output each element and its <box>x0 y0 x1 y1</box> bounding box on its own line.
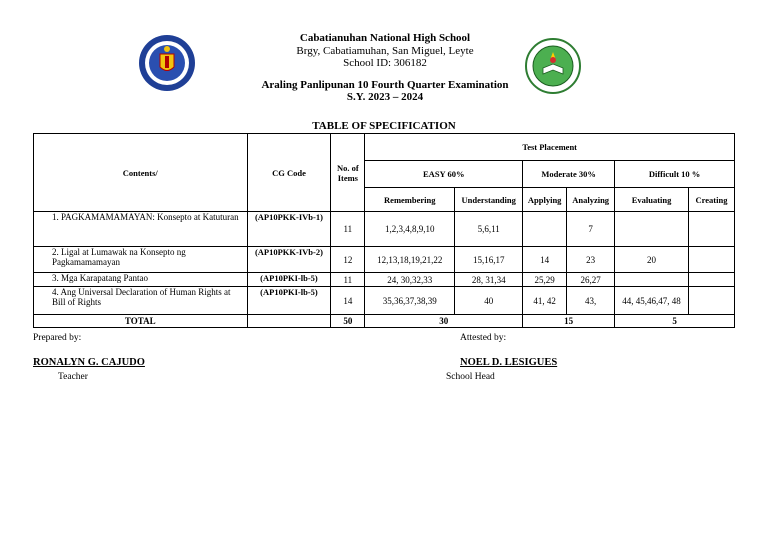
document-header <box>220 32 550 104</box>
row-cg-code: (AP10PKI-lb-5) <box>247 273 331 287</box>
total-easy: 30 <box>365 315 523 328</box>
row-items: 11 <box>331 212 365 247</box>
total-row <box>34 315 735 328</box>
table-row <box>34 273 735 287</box>
row-content: 1. PAGKAMAMAMAYAN: Konsepto at Katuturan <box>34 212 248 247</box>
table-row <box>34 287 735 315</box>
preparer-title: Teacher <box>58 372 88 382</box>
header-no-of-items: No. of Items <box>331 134 365 212</box>
header-test-placement: Test Placement <box>365 134 735 161</box>
header-moderate: Moderate 30% <box>523 161 615 188</box>
school-id: School ID: 306182 <box>343 57 427 69</box>
attested-by-label: Attested by: <box>460 333 507 343</box>
row-understanding: 5,6,11 <box>455 212 523 247</box>
header-evaluating: Evaluating <box>615 188 689 212</box>
row-applying: 41, 42 <box>523 287 567 315</box>
preparer-name: RONALYN G. CAJUDO <box>33 357 145 368</box>
row-remembering: 24, 30,32,33 <box>365 273 455 287</box>
table-row <box>34 247 735 273</box>
row-cg-code: (AP10PKK-IVb-2) <box>247 247 331 273</box>
school-year: S.Y. 2023 – 2024 <box>346 91 424 103</box>
header-analyzing: Analyzing <box>567 188 615 212</box>
header-creating: Creating <box>688 188 734 212</box>
prepared-by-label: Prepared by: <box>33 333 82 343</box>
row-content: 2. Ligal at Lumawak na Konsepto ng Pagkamamamayan <box>34 247 248 273</box>
row-applying: 14 <box>523 247 567 273</box>
table-row <box>34 212 735 247</box>
row-cg-code: (AP10PKI-lb-5) <box>247 287 331 315</box>
row-items: 12 <box>331 247 365 273</box>
row-understanding: 28, 31,34 <box>455 273 523 287</box>
row-cg-code: (AP10PKK-IVb-1) <box>247 212 331 247</box>
total-moderate: 15 <box>523 315 615 328</box>
row-applying: 25,29 <box>523 273 567 287</box>
row-evaluating <box>615 273 689 287</box>
exam-title: Araling Panlipunan 10 Fourth Quarter Examination <box>261 78 509 91</box>
header-easy: EASY 60% <box>365 161 523 188</box>
row-evaluating <box>615 212 689 247</box>
row-creating <box>688 247 734 273</box>
row-analyzing: 23 <box>567 247 615 273</box>
row-understanding: 40 <box>455 287 523 315</box>
header-understanding: Understanding <box>455 188 523 212</box>
total-label: TOTAL <box>34 315 248 328</box>
header-cg-code: CG Code <box>247 134 331 212</box>
header-applying: Applying <box>523 188 567 212</box>
deped-seal-logo <box>138 34 196 92</box>
row-items: 11 <box>331 273 365 287</box>
school-name: Cabatianuhan National High School <box>299 32 471 44</box>
row-applying <box>523 212 567 247</box>
table-title: TABLE OF SPECIFICATION <box>312 120 456 132</box>
school-address: Brgy, Cabatiamuhan, San Miguel, Leyte <box>296 44 474 57</box>
row-evaluating: 20 <box>615 247 689 273</box>
row-understanding: 15,16,17 <box>455 247 523 273</box>
row-analyzing: 7 <box>567 212 615 247</box>
row-remembering: 1,2,3,4,8,9,10 <box>365 212 455 247</box>
row-content: 4. Ang Universal Declaration of Human Rights at Bill of Rights <box>34 287 248 315</box>
row-analyzing: 26,27 <box>567 273 615 287</box>
header-remembering: Remembering <box>365 188 455 212</box>
total-items: 50 <box>331 315 365 328</box>
school-head-title: School Head <box>446 372 495 382</box>
header-contents: Contents/ <box>34 134 248 212</box>
total-difficult: 5 <box>615 315 735 328</box>
table-of-specification <box>33 133 735 328</box>
row-analyzing: 43, <box>567 287 615 315</box>
row-remembering: 12,13,18,19,21,22 <box>365 247 455 273</box>
row-content: 3. Mga Karapatang Pantao <box>34 273 248 287</box>
row-creating <box>688 212 734 247</box>
school-head-name: NOEL D. LESIGUES <box>460 357 558 368</box>
header-difficult: Difficult 10 % <box>615 161 735 188</box>
row-evaluating: 44, 45,46,47, 48 <box>615 287 689 315</box>
row-remembering: 35,36,37,38,39 <box>365 287 455 315</box>
row-items: 14 <box>331 287 365 315</box>
row-creating <box>688 287 734 315</box>
row-creating <box>688 273 734 287</box>
total-cg-code-empty <box>247 315 331 328</box>
